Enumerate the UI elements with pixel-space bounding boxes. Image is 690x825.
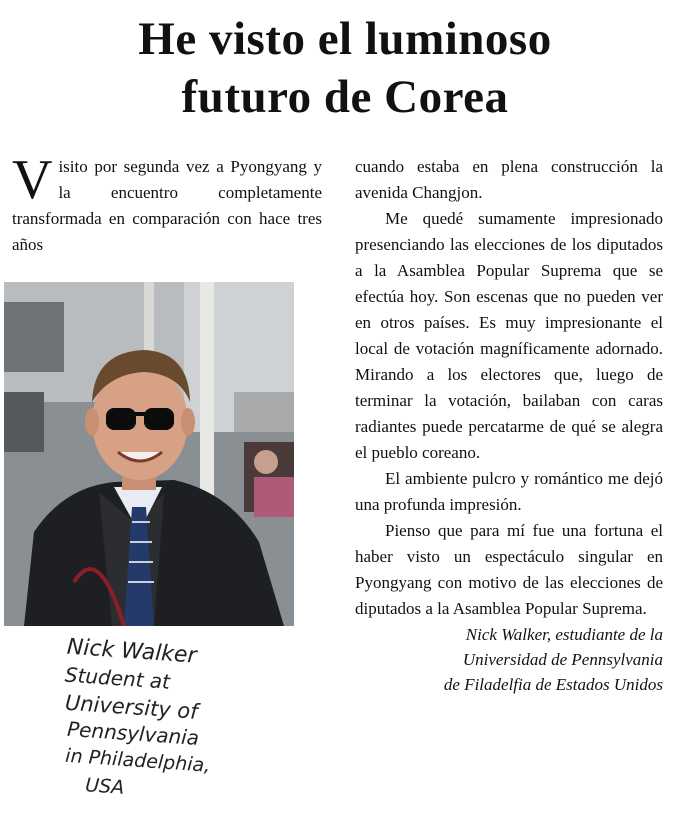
intro-text: isito por segunda vez a Pyongyang y la encuentro completamente transformada en comparación con hace tres años: [12, 157, 322, 254]
byline-line-1: Nick Walker, estudiante de la: [465, 625, 663, 644]
signature-line: Pennsylvania: [66, 716, 200, 750]
intro-paragraph: [12, 149, 322, 258]
paragraph-1: cuando estaba en plena construcción la avenida Changjon.: [355, 157, 663, 202]
handwritten-signature: [60, 632, 310, 812]
signature-line: University of: [64, 690, 199, 724]
article-title: [0, 10, 690, 126]
left-column: [12, 149, 322, 258]
title-line-2: futuro de Corea: [181, 71, 509, 123]
title-line-1: He visto el luminoso: [138, 13, 552, 65]
byline-line-3: de Filadelfia de Estados Unidos: [443, 675, 663, 694]
paragraph-3: El ambiente pulcro y romántico me dejó una profunda impresión.: [355, 469, 663, 514]
right-column: [355, 154, 663, 697]
drop-cap: V: [12, 149, 53, 211]
byline-line-2: Universidad de Pennsylvania: [462, 650, 663, 669]
paragraph-2: Me quedé sumamente impresionado presenciando las elecciones de los diputados a la Asamblea Popular Suprema que se efectúa hoy. Son escenas que no pueden ver en otros países. Es muy impresionante el local de votación magníficamente adornado. Mirando a los electores que, luego de terminar la votación, bailaban con caras radiantes puede percatarme de qué se alegra el pueblo coreano.: [355, 209, 663, 462]
signature-line: USA: [84, 774, 125, 799]
signature-line: Student at: [64, 662, 171, 694]
signature-line: Nick Walker: [66, 634, 198, 669]
paragraph-4: Pienso que para mí fue una fortuna el haber visto un espectáculo singular en Pyongyang con motivo de las elecciones de diputados a la Asamblea Popular Suprema.: [355, 521, 663, 618]
signature-line: in Philadelphia,: [64, 744, 211, 777]
student-photo: [4, 282, 294, 626]
byline: [355, 622, 663, 697]
